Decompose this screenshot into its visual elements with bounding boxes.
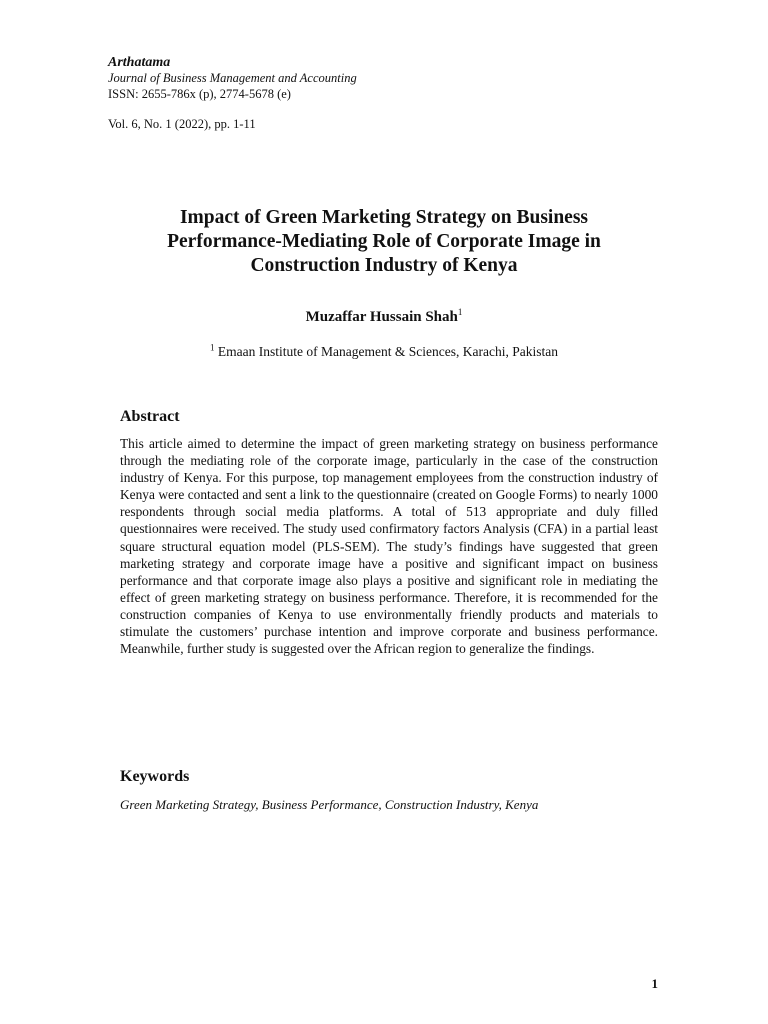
keywords-text: Green Marketing Strategy, Business Performance, Construction Industry, Kenya — [120, 797, 539, 812]
journal-subtitle: Journal of Business Management and Accounting — [108, 71, 357, 85]
title-line: Performance-Mediating Role of Corporate Image in — [167, 231, 601, 252]
volume-line: Vol. 6, No. 1 (2022), pp. 1-11 — [108, 117, 256, 131]
title-line: Impact of Green Marketing Strategy on Business — [179, 207, 589, 228]
author-line — [100, 307, 668, 327]
keywords-heading: Keywords — [120, 768, 190, 785]
author-superscript: 1 — [457, 307, 463, 317]
affiliation-text: Emaan Institute of Management & Sciences, Karachi, Pakistan — [217, 344, 558, 359]
page-number: 1 — [651, 976, 658, 991]
issn-line: ISSN: 2655-786x (p), 2774-5678 (e) — [108, 87, 291, 101]
abstract-text: This article aimed to determine the impact of green marketing strategy on business performance through the mediating role of the corporate image, particularly in the case of the construction industry of Kenya. For this purpose, top management employees from the construction industry of Kenya were contacted and sent a link to the questionnaire (created on Google Forms) to nearly 1000 respondents through social media platforms. A total of 513 appropriate and duly filled questionnaires were received. The study used confirmatory factors Analysis (CFA) in a partial least square structural equation model (PLS-SEM). The study’s findings have suggested that green marketing strategy and corporate image have a positive and significant impact on business performance and that corporate image also plays a positive and significant role in mediating the effect of green marketing strategy on business performance. Therefore, it is recommended for the construction companies of Kenya to use environmentally friendly products and materials to stimulate the customers’ purchase intention and improve corporate and business performance. Meanwhile, further study is suggested over the African region to generalize the findings. — [120, 436, 658, 657]
author-name: Muzaffar Hussain Shah — [305, 309, 458, 325]
paper-title — [100, 206, 668, 278]
journal-name: Arthatama — [108, 55, 171, 70]
title-line: Construction Industry of Kenya — [250, 255, 518, 276]
journal-header — [108, 54, 668, 132]
affiliation-superscript: 1 — [210, 342, 215, 353]
abstract-heading: Abstract — [120, 408, 180, 425]
affiliation-line — [100, 343, 668, 361]
